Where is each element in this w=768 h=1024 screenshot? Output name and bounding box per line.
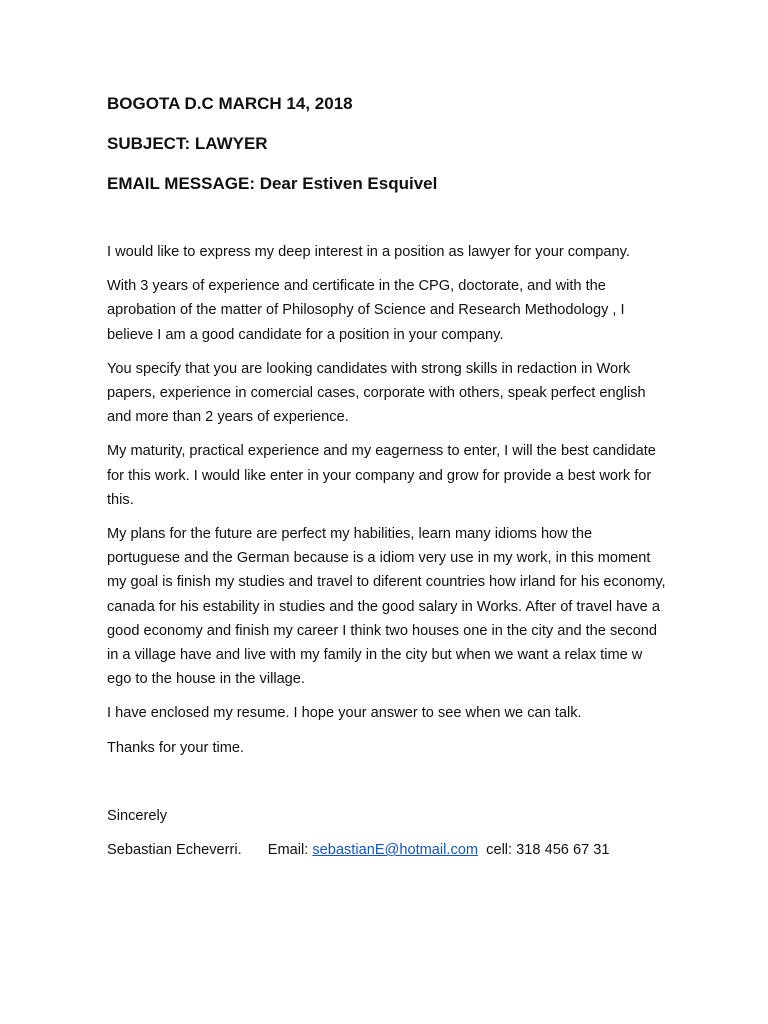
email-label: Email: [267,842,309,859]
salutation: Sincerely [107,807,168,824]
place-date-heading: BOGOTA D.C MARCH 14, 2018 [107,94,353,113]
paragraph-thanks: Thanks for your time. [107,739,245,756]
letter-page [107,92,667,862]
email-link[interactable]: sebastianE@hotmail.com [312,842,479,859]
email-message-heading: EMAIL MESSAGE: Dear Estiven Esquivel [107,174,438,193]
sender-name: Sebastian Echeverri. [107,842,242,859]
paragraph-maturity: My maturity, practical experience and my eagerness to enter, I will the best candidate for this work. I would like enter in your company and grow for provide a best work for this. [107,443,656,508]
cell-number: 318 456 67 31 [516,842,610,859]
paragraph-plans: My plans for the future are perfect my habilities, learn many idioms how the portuguese and the German because is a idiom very use in my work, in this moment my goal is finish my studies and travel to diferent countries how irland for his economy, canada for his estability in studies and the good salary in Works. After of travel have a good economy and finish my career I think two houses one in the city and the second in a village have and live with my family in the city but when we want a relax time w ego to the house in the village. [107,526,666,688]
paragraph-requirements: You specify that you are looking candidates with strong skills in redaction in Work papers, experience in comercial cases, corporate with others, speak perfect english and more than 2 years of experience. [107,360,646,426]
subject-heading: SUBJECT: LAWYER [107,134,268,153]
paragraph-intro: I would like to express my deep interest in a position as lawyer for your company. [107,244,630,260]
paragraph-resume: I have enclosed my resume. I hope your answer to see when we can talk. [107,705,582,722]
cell-label: cell: [486,842,513,859]
signature-line [107,838,667,862]
paragraph-experience: With 3 years of experience and certificate in the CPG, doctorate, and with the aprobation of the matter of Philosophy of Science and Research Methodology , I believe I am a good candidate for a position in your company. [107,278,625,343]
